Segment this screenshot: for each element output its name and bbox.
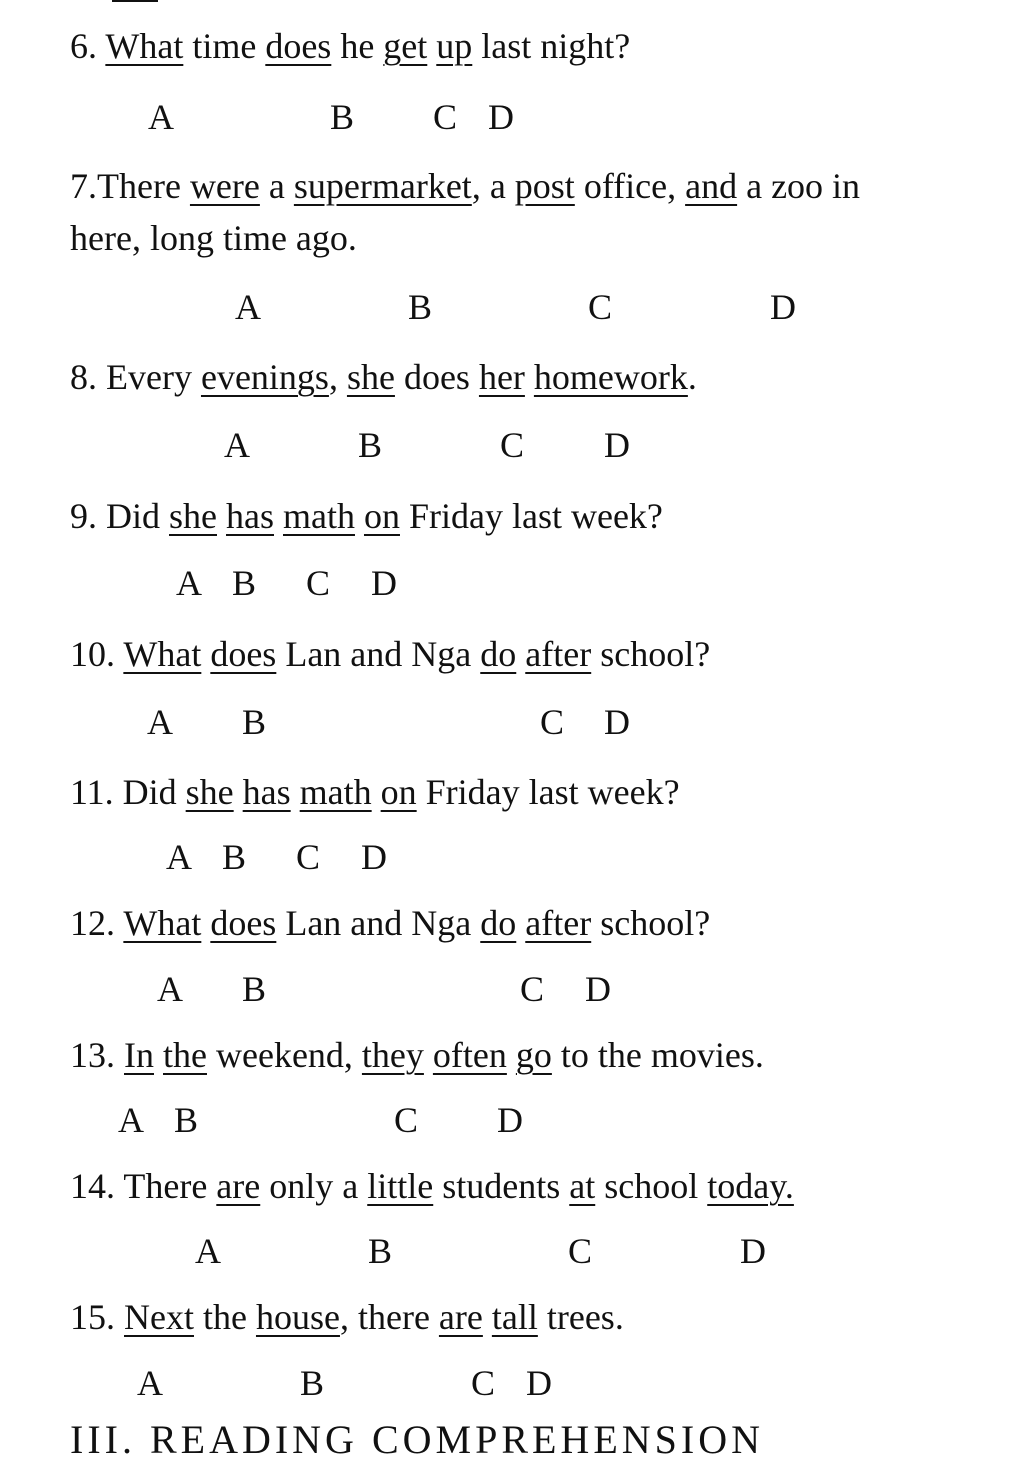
option-a: A <box>195 1231 221 1271</box>
underlined-word: What <box>123 634 202 674</box>
underlined-word: she <box>185 772 234 812</box>
sentence-text: a <box>259 166 294 206</box>
underlined-word: math <box>283 496 355 536</box>
sentence-text: to the movies. <box>551 1035 764 1075</box>
question-number: 9. <box>70 496 97 536</box>
question-number: 13. <box>70 1035 115 1075</box>
option-d: D <box>740 1231 766 1271</box>
option-a: A <box>157 969 183 1009</box>
question-7-line-2: here, long time ago. <box>70 218 357 258</box>
underlined-word: do <box>480 903 517 943</box>
sentence-text: time <box>183 26 266 66</box>
sentence-text: , <box>328 357 347 397</box>
question-sentence <box>124 1297 624 1337</box>
question-number: 12. <box>70 903 115 943</box>
sentence-text <box>424 1035 433 1075</box>
option-c: C <box>471 1363 496 1403</box>
sentence-text: school? <box>591 634 711 674</box>
sentence-text: Lan and Nga <box>276 634 481 674</box>
option-b: B <box>408 287 433 327</box>
option-c: C <box>540 702 565 742</box>
option-d: D <box>526 1363 552 1403</box>
question-sentence <box>123 903 710 943</box>
question-sentence <box>97 166 860 206</box>
option-b: B <box>232 563 257 603</box>
option-b: B <box>242 702 267 742</box>
underlined-word: do <box>480 634 517 674</box>
question-9 <box>70 496 663 536</box>
underlined-word: on <box>380 772 417 812</box>
sentence-text <box>516 634 525 674</box>
question-8 <box>70 357 697 397</box>
underlined-word: often <box>432 1035 507 1075</box>
sentence-text: Did <box>106 496 169 536</box>
sentence-text: only a <box>260 1166 368 1206</box>
option-c: C <box>394 1100 419 1140</box>
question-sentence <box>105 26 630 66</box>
option-d: D <box>604 702 630 742</box>
sentence-text: office, <box>574 166 686 206</box>
option-d: D <box>497 1100 523 1140</box>
option-c: C <box>296 837 321 877</box>
underlined-word: are <box>438 1297 483 1337</box>
question-sentence <box>123 1166 794 1206</box>
sentence-text: Friday last week? <box>399 496 663 536</box>
underlined-word: has <box>242 772 291 812</box>
sentence-text: There <box>97 166 190 206</box>
option-c: C <box>500 425 525 465</box>
question-sentence <box>123 634 710 674</box>
underlined-word: after <box>525 903 592 943</box>
option-a: A <box>147 702 173 742</box>
sentence-text <box>234 772 243 812</box>
option-c: C <box>433 97 458 137</box>
underlined-word: go <box>515 1035 552 1075</box>
option-d: D <box>770 287 796 327</box>
option-b: B <box>174 1100 199 1140</box>
option-a: A <box>235 287 261 327</box>
question-number: 7. <box>70 166 97 206</box>
next-section-heading: III. READING COMPREHENSION <box>70 1417 764 1462</box>
option-b: B <box>368 1231 393 1271</box>
sentence-text <box>291 772 300 812</box>
question-number: 6. <box>70 26 97 66</box>
underlined-word: What <box>123 903 202 943</box>
sentence-text: Lan and Nga <box>276 903 481 943</box>
question-number: 14. <box>70 1166 115 1206</box>
underlined-word: today. <box>707 1166 794 1206</box>
underlined-word: math <box>299 772 372 812</box>
option-b: B <box>222 837 247 877</box>
option-a: A <box>176 563 202 603</box>
question-10 <box>70 634 710 674</box>
underlined-word: she <box>346 357 395 397</box>
question-sentence <box>106 496 663 536</box>
underlined-word: were <box>189 166 260 206</box>
sentence-text <box>427 26 436 66</box>
sentence-text: he <box>331 26 384 66</box>
question-sentence <box>123 772 680 812</box>
option-a: A <box>118 1100 144 1140</box>
underlined-word: What <box>105 26 184 66</box>
underlined-word: does <box>210 903 277 943</box>
top-cut-underline <box>112 0 158 2</box>
option-d: D <box>585 969 611 1009</box>
option-d: D <box>371 563 397 603</box>
underlined-word: Next <box>124 1297 194 1337</box>
underlined-word: post <box>514 166 575 206</box>
question-15 <box>70 1297 624 1337</box>
sentence-text: last night? <box>472 26 631 66</box>
underlined-word: has <box>226 496 274 536</box>
underlined-word: does <box>265 26 332 66</box>
option-a: A <box>137 1363 163 1403</box>
question-7 <box>70 166 860 206</box>
option-c: C <box>588 287 613 327</box>
sentence-text: the <box>193 1297 256 1337</box>
sentence-text <box>372 772 381 812</box>
sentence-text <box>217 496 226 536</box>
underlined-word: evenings <box>200 357 329 397</box>
question-14 <box>70 1166 794 1206</box>
underlined-word: the <box>163 1035 207 1075</box>
option-b: B <box>242 969 267 1009</box>
sentence-text <box>201 903 210 943</box>
sentence-text <box>274 496 283 536</box>
sentence-text: Every <box>106 357 201 397</box>
underlined-word: house <box>255 1297 340 1337</box>
sentence-text: Did <box>122 772 186 812</box>
sentence-text: does <box>394 357 479 397</box>
option-a: A <box>166 837 192 877</box>
question-13 <box>70 1035 764 1075</box>
sentence-text: school? <box>591 903 711 943</box>
sentence-text: Friday last week? <box>416 772 680 812</box>
option-a: A <box>224 425 250 465</box>
underlined-word: homework <box>533 357 688 397</box>
question-number: 8. <box>70 357 97 397</box>
underlined-word: get <box>383 26 428 66</box>
question-6 <box>70 26 630 66</box>
option-c: C <box>306 563 331 603</box>
option-b: B <box>330 97 355 137</box>
underlined-word: at <box>569 1166 596 1206</box>
question-11 <box>70 772 680 812</box>
option-d: D <box>361 837 387 877</box>
sentence-text: students <box>433 1166 570 1206</box>
sentence-text: , there <box>339 1297 439 1337</box>
sentence-text <box>525 357 534 397</box>
question-number: 11. <box>70 772 114 812</box>
underlined-word: up <box>436 26 473 66</box>
option-c: C <box>568 1231 593 1271</box>
option-a: A <box>148 97 174 137</box>
sentence-text: trees. <box>537 1297 624 1337</box>
underlined-word: her <box>478 357 525 397</box>
underlined-word: and <box>685 166 738 206</box>
sentence-text <box>483 1297 492 1337</box>
underlined-word: they <box>361 1035 424 1075</box>
sentence-text: There <box>123 1166 217 1206</box>
sentence-text <box>201 634 210 674</box>
underlined-word: she <box>169 496 217 536</box>
option-b: B <box>358 425 383 465</box>
sentence-text <box>516 903 525 943</box>
question-number: 15. <box>70 1297 115 1337</box>
question-12 <box>70 903 710 943</box>
underlined-word: little <box>367 1166 434 1206</box>
option-b: B <box>300 1363 325 1403</box>
underlined-word: on <box>363 496 400 536</box>
sentence-text <box>154 1035 163 1075</box>
underlined-word: after <box>525 634 592 674</box>
option-d: D <box>488 97 514 137</box>
underlined-word: In <box>124 1035 154 1075</box>
sentence-text: , a <box>471 166 515 206</box>
sentence-text <box>355 496 364 536</box>
underlined-word: tall <box>491 1297 538 1337</box>
question-sentence <box>106 357 697 397</box>
option-d: D <box>604 425 630 465</box>
underlined-word: are <box>216 1166 261 1206</box>
sentence-text <box>507 1035 516 1075</box>
option-c: C <box>520 969 545 1009</box>
underlined-word: does <box>210 634 277 674</box>
sentence-text: weekend, <box>206 1035 362 1075</box>
question-sentence <box>124 1035 764 1075</box>
sentence-text: school <box>595 1166 708 1206</box>
underlined-word: supermarket <box>293 166 472 206</box>
sentence-text: a zoo in <box>737 166 861 206</box>
question-number: 10. <box>70 634 115 674</box>
sentence-text: . <box>687 357 697 397</box>
